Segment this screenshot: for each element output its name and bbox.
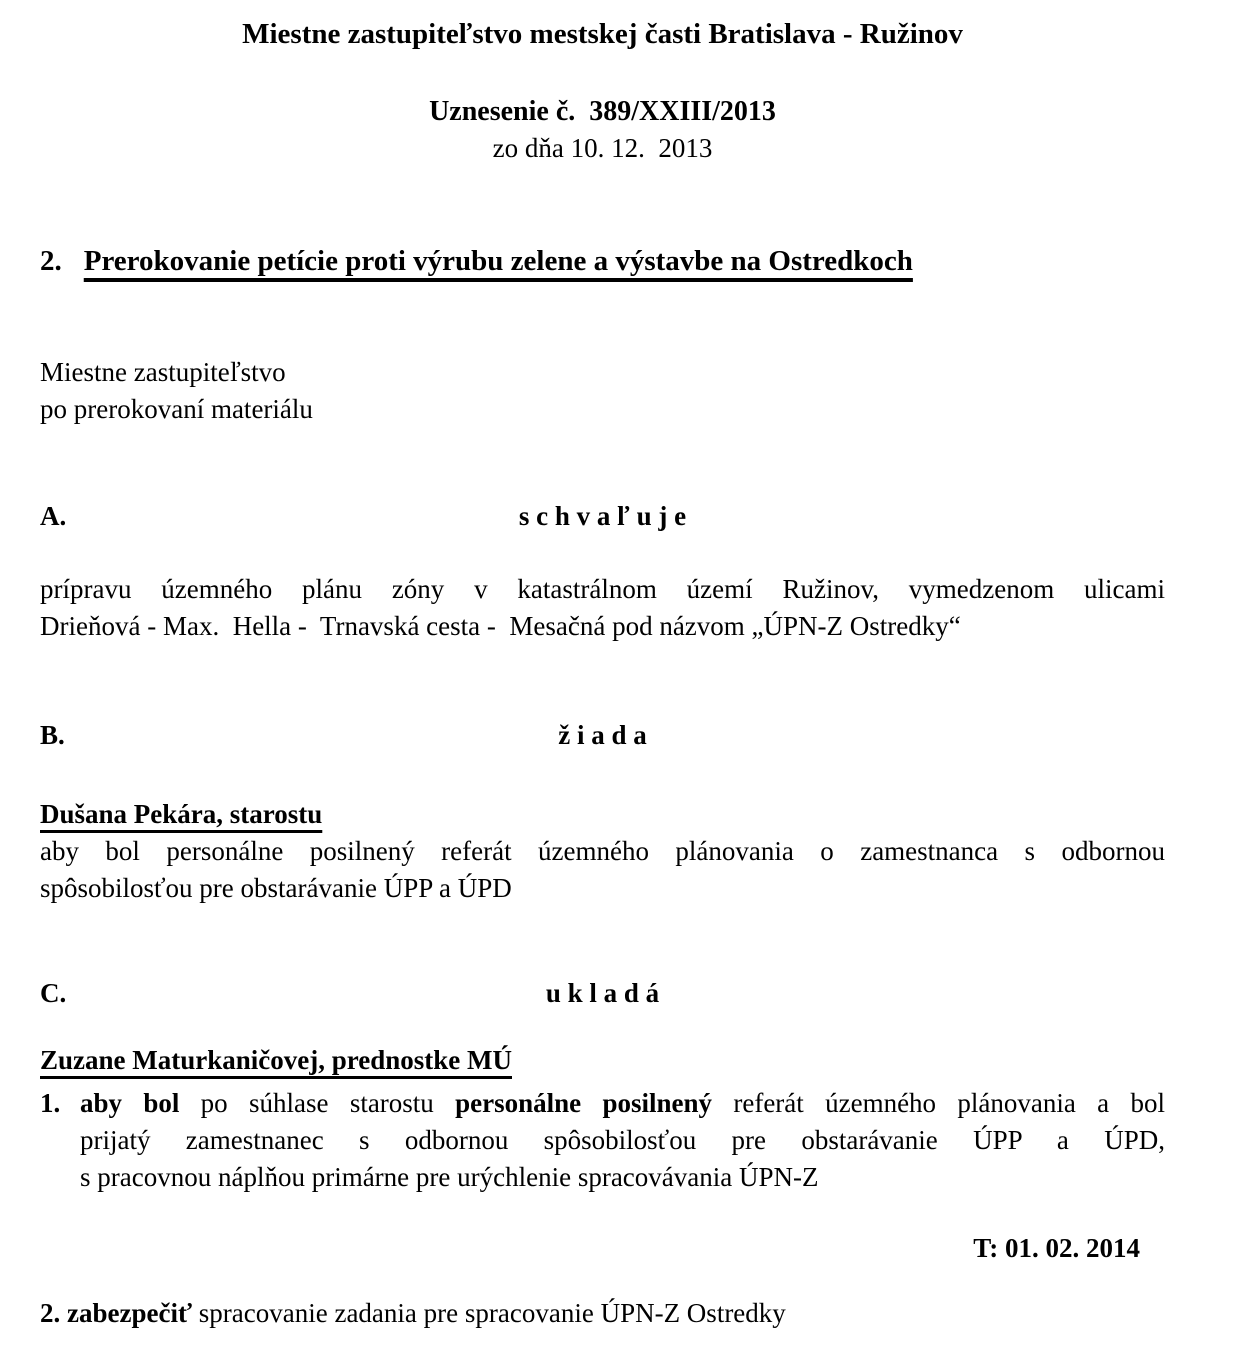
section-b-body (40, 796, 1165, 907)
section-a-verb: s c h v a ľ u j e (518, 501, 687, 531)
task-item-1 (40, 1085, 1165, 1196)
section-a-body-line-2: Drieňová - Max. Hella - Trnavská cesta - Mesačná pod názvom „ÚPN-Z Ostredky“ (40, 611, 961, 641)
task-item-2 (40, 1295, 1165, 1332)
deadline-date: T: 01. 02. 2014 (973, 1233, 1140, 1263)
resolution-number: Uznesenie č. 389/XXIII/2013 (429, 96, 776, 127)
section-b-letter: B. (40, 720, 65, 750)
section-c-addressee: Zuzane Maturkaničovej, prednostke MÚ (40, 1045, 512, 1075)
agenda-item-heading (40, 240, 1165, 282)
section-a-heading (40, 498, 1165, 535)
task-1-line-3: s pracovnou náplňou primárne pre urýchlenie spracovávania ÚPN-Z (80, 1162, 819, 1192)
section-c-verb: u k l a d á (545, 978, 660, 1008)
agenda-item-number: 2. (40, 245, 62, 277)
section-b-heading (40, 717, 1165, 754)
task-1-line-1 (80, 1085, 1165, 1122)
section-b-addressee: Dušana Pekára, starostu (40, 799, 323, 829)
section-c-heading (40, 975, 1165, 1012)
agenda-item-title: Prerokovanie petície proti výrubu zelene a výstavbe na Ostredkoch (83, 245, 913, 277)
task-1-normal-segment-a: po súhlase starostu (179, 1088, 456, 1118)
section-b-body-line-2: spôsobilosťou pre obstarávanie ÚPP a ÚPD (40, 873, 512, 903)
task-1-number: 1. (40, 1088, 61, 1118)
section-c-body (40, 1042, 1165, 1332)
section-a-body (40, 571, 1165, 645)
task-2-normal-segment: spracovanie zadania pre spracovanie ÚPN-Z Ostredky (192, 1298, 786, 1328)
preamble (40, 354, 1165, 428)
section-c-letter: C. (40, 978, 67, 1008)
task-1-bold-segment-b: personálne posilnený (455, 1088, 713, 1118)
task-1-line-2: prijatý zamestnanec s odbornou spôsobilosťou pre obstarávanie ÚPP a ÚPD, (80, 1125, 1165, 1155)
section-a-letter: A. (40, 501, 67, 531)
section-a-body-line-1: prípravu územného plánu zóny v katastrálnom území Ružinov, vymedzenom ulicami (40, 574, 1165, 604)
task-2-bold-segment: 2. zabezpečiť (40, 1298, 193, 1328)
preamble-line-1: Miestne zastupiteľstvo (40, 357, 286, 387)
section-b-verb: ž i a d a (558, 720, 647, 750)
resolution-date: zo dňa 10. 12. 2013 (492, 133, 713, 163)
section-b-body-line-1: aby bol personálne posilnený referát územného plánovania o zamestnanca s odbornou (40, 836, 1165, 866)
task-1-normal-segment-b: referát územného plánovania a bol (712, 1088, 1165, 1118)
task-1-bold-segment-a: aby bol (80, 1088, 180, 1118)
council-title: Miestne zastupiteľstvo mestskej časti Bratislava - Ružinov (242, 18, 963, 50)
preamble-line-2: po prerokovaní materiálu (40, 394, 313, 424)
task-1-text (80, 1085, 1165, 1196)
